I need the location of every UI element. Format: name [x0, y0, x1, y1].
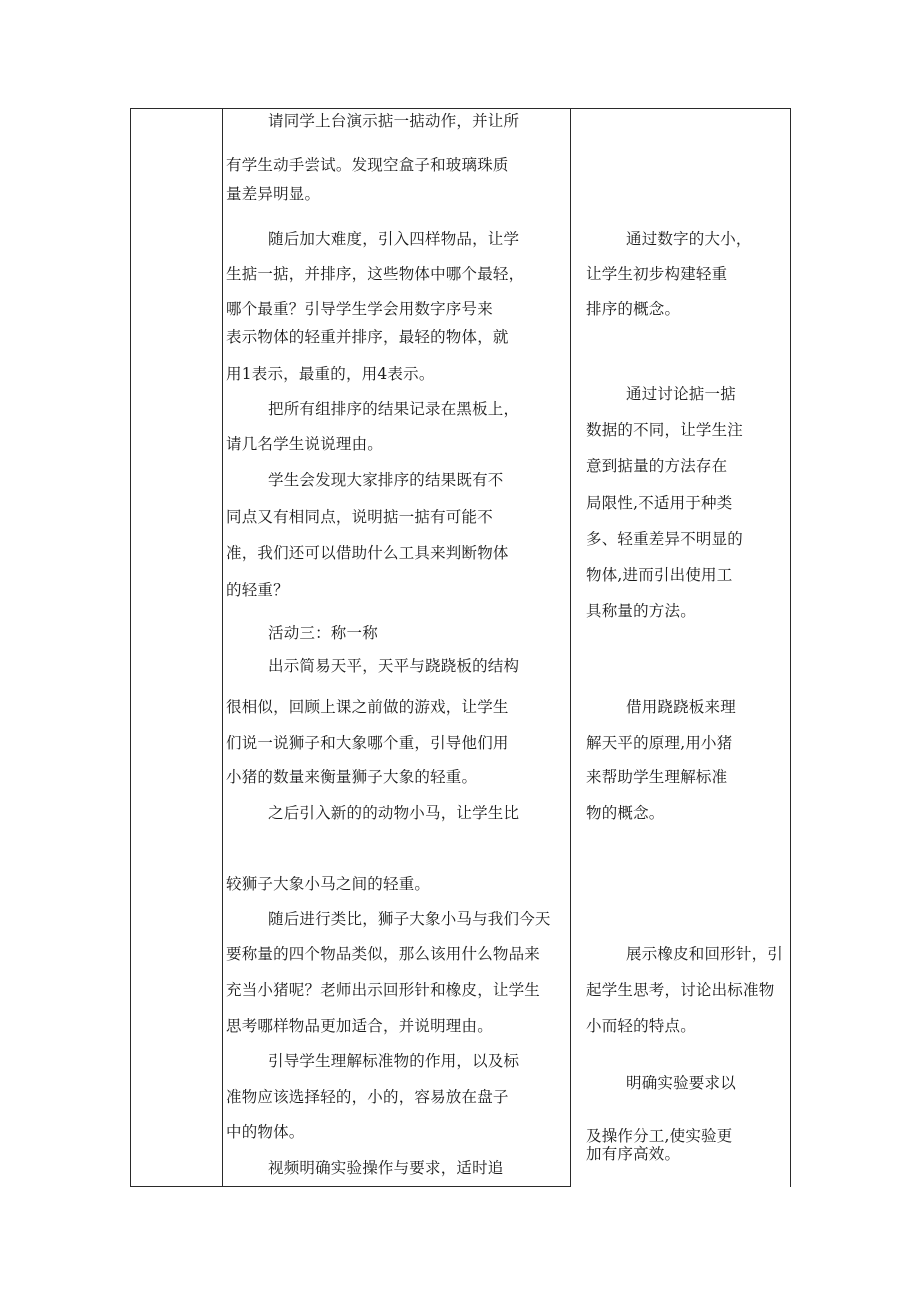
process-line: 请同学上台演示掂一掂动作，并让所	[268, 112, 520, 130]
intent-line: 加有序高效。	[586, 1145, 681, 1163]
column-divider-2	[570, 108, 571, 1187]
table-bottom-border	[130, 1186, 571, 1187]
process-line: 们说一说狮子和大象哪个重，引导他们用	[226, 734, 509, 752]
process-line: 随后加大难度，引入四样物品，让学	[268, 230, 520, 248]
process-line: 之后引入新的的动物小马，让学生比	[268, 804, 520, 822]
process-line: 充当小猪呢？老师出示回形针和橡皮，让学生	[226, 981, 541, 999]
intent-line: 展示橡皮和回形针，引	[626, 945, 784, 963]
intent-line: 数据的不同，让学生注	[586, 421, 744, 439]
intent-line: 物的概念。	[586, 804, 665, 822]
process-line: 较狮子大象小马之间的轻重。	[226, 875, 431, 893]
process-line: 量差异明显。	[226, 185, 321, 203]
table-right-border	[790, 108, 791, 1187]
intent-line: 物体,进而引出使用工	[586, 566, 733, 584]
process-line: 请几名学生说说理由。	[226, 435, 384, 453]
intent-line: 明确实验要求以	[626, 1074, 736, 1092]
intent-line: 及操作分工,使实验更	[586, 1127, 733, 1145]
process-line: 学生会发现大家排序的结果既有不	[268, 471, 504, 489]
intent-line: 局限性,不适用于种类	[586, 494, 733, 512]
process-line: 的轻重？	[226, 581, 289, 599]
intent-line: 多、轻重差异不明显的	[586, 530, 744, 548]
intent-line: 来帮助学生理解标准	[586, 768, 728, 786]
intent-line: 意到掂量的方法存在	[586, 457, 728, 475]
intent-line: 让学生初步构建轻重	[586, 265, 728, 283]
process-line: 要称量的四个物品类似，那么该用什么物品来	[226, 945, 541, 963]
intent-line: 通过数字的大小，	[626, 230, 752, 248]
column-divider-1	[222, 108, 223, 1187]
process-line: 哪个最重？引导学生学会用数字序号来	[226, 300, 493, 318]
process-line: 表示物体的轻重并排序，最轻的物体，就	[226, 328, 509, 346]
intent-line: 借用跷跷板来理	[626, 698, 736, 716]
process-line: 准物应该选择轻的，小的，容易放在盘子	[226, 1088, 509, 1106]
intent-line: 排序的概念。	[586, 300, 681, 318]
intent-line: 起学生思考，讨论出标准物	[586, 981, 775, 999]
activity-heading: 活动三：称一称	[268, 624, 378, 642]
process-line: 有学生动手尝试。发现空盒子和玻璃珠质	[226, 156, 509, 174]
process-line: 同点又有相同点，说明掂一掂有可能不	[226, 508, 493, 526]
process-line: 思考哪样物品更加适合，并说明理由。	[226, 1017, 493, 1035]
process-line: 中的物体。	[226, 1123, 305, 1141]
process-line: 出示简易天平，天平与跷跷板的结构	[268, 657, 520, 675]
process-line: 随后进行类比，狮子大象小马与我们今天	[268, 910, 551, 928]
process-line: 视频明确实验操作与要求，适时追	[268, 1159, 504, 1177]
table-left-border	[130, 108, 131, 1187]
process-line: 小猪的数量来衡量狮子大象的轻重。	[226, 768, 478, 786]
process-line: 生掂一掂，并排序，这些物体中哪个最轻，	[226, 265, 525, 283]
process-line: 准，我们还可以借助什么工具来判断物体	[226, 544, 509, 562]
intent-line: 通过讨论掂一掂	[626, 385, 736, 403]
process-line: 引导学生理解标准物的作用，以及标	[268, 1052, 520, 1070]
process-line: 把所有组排序的结果记录在黑板上，	[268, 400, 520, 418]
table-top-border	[130, 108, 791, 109]
intent-line: 小而轻的特点。	[586, 1017, 696, 1035]
process-line: 用1表示，最重的，用4表示。	[226, 365, 435, 383]
intent-line: 具称量的方法。	[586, 602, 696, 620]
process-line: 很相似，回顾上课之前做的游戏，让学生	[226, 698, 509, 716]
intent-line: 解天平的原理,用小猪	[586, 734, 733, 752]
